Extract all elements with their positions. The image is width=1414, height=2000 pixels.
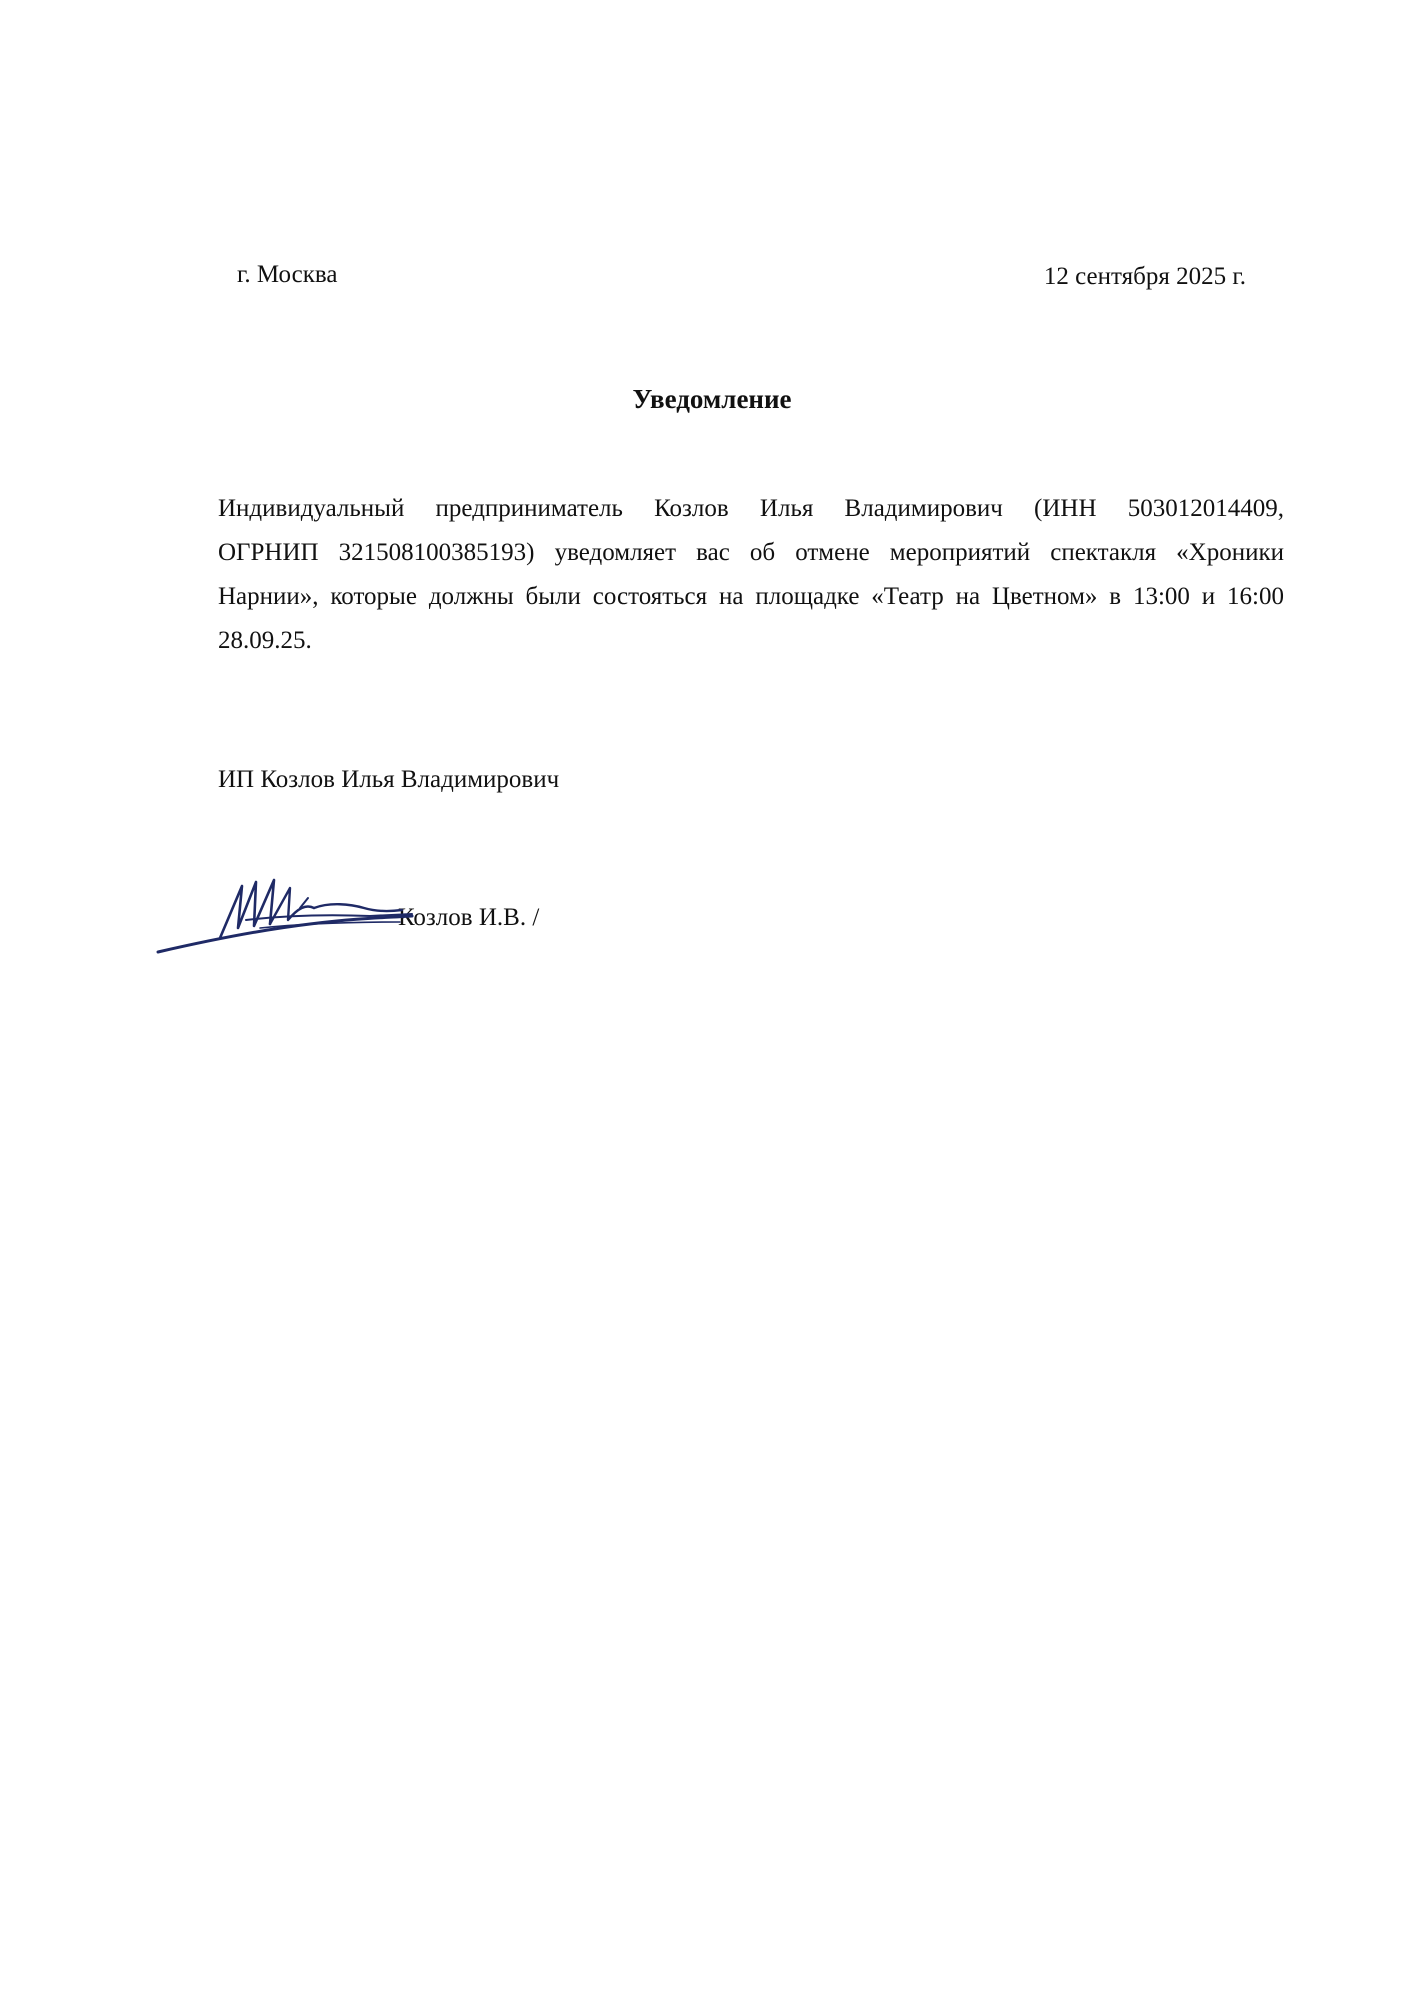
handwritten-signature	[150, 868, 440, 958]
signature-name-line: Козлов И.В. /	[398, 904, 540, 931]
document-city: г. Москва	[237, 261, 338, 288]
body-line: Нарнии», которые должны были состояться на площадке «Театр на Цветном» в 13:00 и 16:00	[218, 583, 1284, 610]
body-line: ОГРНИП 321508100385193) уведомляет вас об отмене мероприятий спектакля «Хроники	[218, 539, 1284, 566]
document-title: Уведомление	[632, 384, 792, 414]
body-line: Индивидуальный предприниматель Козлов Илья Владимирович (ИНН 503012014409,	[218, 495, 1284, 522]
body-line: 28.09.25.	[218, 627, 312, 654]
document-body	[218, 487, 1284, 663]
document-date: 12 сентября 2025 г.	[1043, 263, 1246, 290]
signer-name: ИП Козлов Илья Владимирович	[218, 766, 560, 793]
